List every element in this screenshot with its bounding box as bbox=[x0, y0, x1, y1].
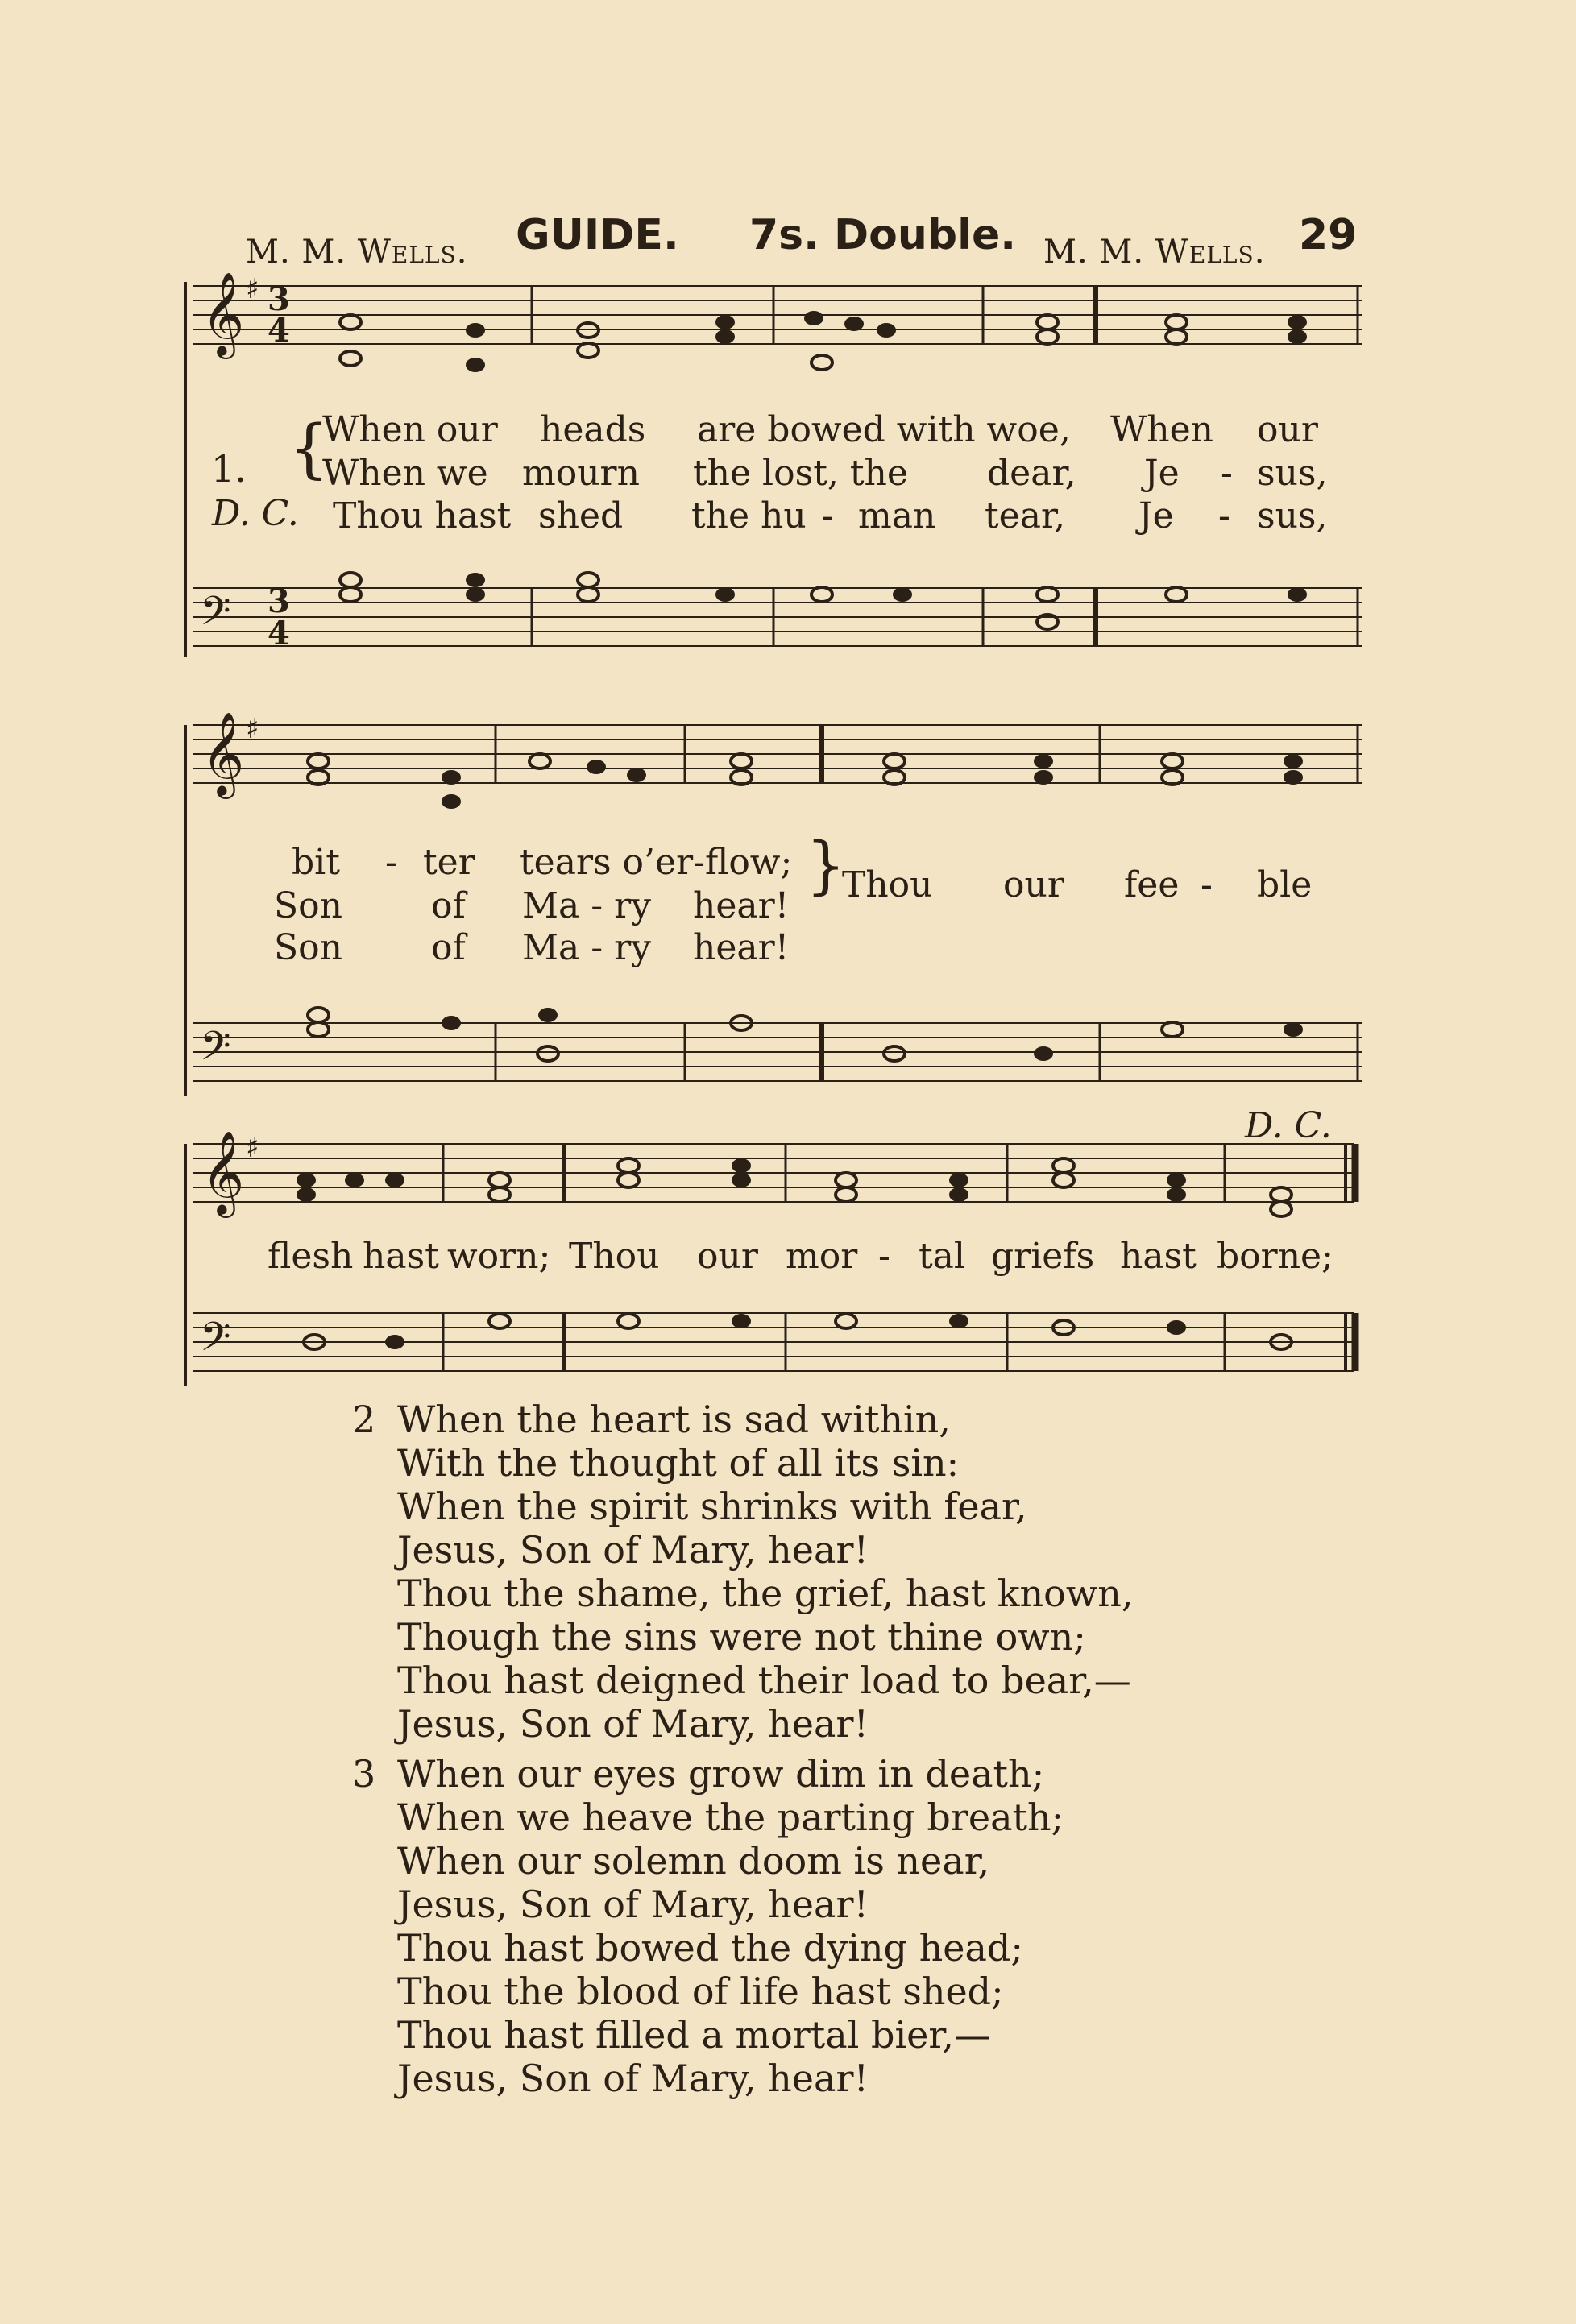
sharp-icon-2: ♯ bbox=[246, 713, 259, 745]
lyric-3-3: the hu bbox=[691, 495, 807, 536]
lyric-3-8: - bbox=[1218, 495, 1230, 536]
lyric-1-1: When our bbox=[322, 409, 498, 450]
verse-2-line-6: Though the sins were not thine own; bbox=[397, 1615, 1086, 1659]
lyric-s2-3-1: Son bbox=[274, 927, 342, 968]
lyric-3-7: Je bbox=[1138, 495, 1174, 536]
treble-clef-icon: 𝄞 bbox=[201, 271, 245, 356]
lyric-2-6: - bbox=[1221, 453, 1233, 494]
lyric-s2-1-9: ble bbox=[1257, 864, 1313, 905]
hymn-meter: 7s. Double. bbox=[749, 211, 1016, 259]
lyric-2-5: Je bbox=[1144, 453, 1180, 494]
verse-2-line-5: Thou the shame, the grief, hast known, bbox=[397, 1572, 1134, 1615]
treble-clef-icon-3: 𝄞 bbox=[201, 1130, 245, 1215]
brace-2: } bbox=[806, 830, 846, 902]
verse-2-line-8: Jesus, Son of Mary, hear! bbox=[397, 1702, 869, 1746]
lyric-s3-9: griefs bbox=[991, 1236, 1095, 1277]
bass-time-sig-bottom: 4 bbox=[268, 615, 290, 652]
lyric-s3-7: - bbox=[878, 1236, 890, 1277]
lyric-s3-4: Thou bbox=[569, 1236, 660, 1277]
lyric-s2-1-1: bit bbox=[292, 842, 340, 883]
page-number: 29 bbox=[1299, 211, 1358, 259]
verse-3-line-7: Thou hast filled a mortal bier,— bbox=[397, 2013, 991, 2057]
composer-left: M. M. Wells. bbox=[246, 234, 468, 271]
verse-3-line-5: Thou hast bowed the dying head; bbox=[397, 1926, 1023, 1970]
verse-2-number: 2 bbox=[352, 1398, 376, 1441]
lyric-s2-3-4: hear! bbox=[693, 927, 790, 968]
bass-time-sig-top: 3 bbox=[268, 582, 290, 620]
lyric-s3-3: worn; bbox=[447, 1236, 551, 1277]
lyric-s2-1-5: Thou bbox=[842, 864, 933, 905]
lyric-3-2: shed bbox=[538, 495, 624, 536]
verse-3-number: 3 bbox=[352, 1752, 376, 1796]
verse-2-line-3: When the spirit shrinks with fear, bbox=[397, 1485, 1027, 1528]
verse-2-line-7: Thou hast deigned their load to bear,— bbox=[397, 1659, 1131, 1702]
stanza-number: 1. bbox=[211, 447, 247, 491]
lyric-1-3: are bowed with woe, bbox=[697, 409, 1071, 450]
lyric-s2-1-7: fee bbox=[1124, 864, 1180, 905]
time-sig-top: 3 bbox=[268, 280, 290, 318]
lyric-2-1: When we bbox=[322, 453, 488, 494]
lyric-1-2: heads bbox=[540, 409, 646, 450]
lyric-s3-5: our bbox=[697, 1236, 758, 1277]
verse-3-line-8: Jesus, Son of Mary, hear! bbox=[397, 2057, 869, 2100]
lyric-2-7: sus, bbox=[1257, 453, 1328, 494]
lyric-s2-1-4: tears o’er-flow; bbox=[520, 842, 793, 883]
lyric-3-9: sus, bbox=[1257, 495, 1328, 536]
treble-clef-icon-2: 𝄞 bbox=[201, 711, 245, 796]
lyric-s2-1-6: our bbox=[1003, 864, 1064, 905]
bass-clef-icon-2: 𝄢 bbox=[200, 1023, 231, 1079]
time-sig-bottom: 4 bbox=[268, 312, 290, 350]
lyric-s3-1: flesh bbox=[268, 1236, 354, 1277]
sharp-icon: ♯ bbox=[246, 273, 259, 305]
lyric-s3-11: borne; bbox=[1217, 1236, 1333, 1277]
lyric-3-1: Thou hast bbox=[333, 495, 512, 536]
lyric-2-2: mourn bbox=[522, 453, 640, 494]
lyric-s3-8: tal bbox=[919, 1236, 965, 1277]
lyric-s3-2: hast bbox=[363, 1236, 439, 1277]
verse-2-line-1: When the heart is sad within, bbox=[397, 1398, 951, 1441]
verse-3-line-6: Thou the blood of life hast shed; bbox=[397, 1970, 1004, 2013]
bass-clef-icon-3: 𝄢 bbox=[200, 1314, 231, 1370]
composer-right: M. M. Wells. bbox=[1043, 234, 1266, 271]
lyric-s2-3-2: of bbox=[431, 927, 466, 968]
lyric-s3-6: mor bbox=[786, 1236, 858, 1277]
brace: { bbox=[288, 411, 330, 486]
bass-clef-icon: 𝄢 bbox=[200, 588, 231, 644]
dc-mark-lyrics: D. C. bbox=[212, 493, 299, 534]
lyric-1-5: our bbox=[1257, 409, 1318, 450]
lyric-3-6: tear, bbox=[985, 495, 1066, 536]
dc-end-mark: D. C. bbox=[1245, 1105, 1332, 1146]
lyric-s2-2-1: Son bbox=[274, 885, 342, 926]
lyric-1-4: When bbox=[1110, 409, 1213, 450]
lyric-s2-1-2: - bbox=[385, 842, 397, 883]
verse-3-line-2: When we heave the parting breath; bbox=[397, 1796, 1064, 1839]
lyric-3-5: man bbox=[858, 495, 936, 536]
verse-3-line-3: When our solemn doom is near, bbox=[397, 1839, 990, 1883]
lyric-s2-1-3: ter bbox=[423, 842, 475, 883]
verse-2-line-4: Jesus, Son of Mary, hear! bbox=[397, 1528, 869, 1572]
verse-3-line-4: Jesus, Son of Mary, hear! bbox=[397, 1883, 869, 1926]
system-3-score bbox=[177, 1128, 1386, 1394]
lyric-s2-2-4: hear! bbox=[693, 885, 790, 926]
sharp-icon-3: ♯ bbox=[246, 1132, 259, 1164]
lyric-2-3: the lost, the bbox=[693, 453, 908, 494]
lyric-s2-2-3: Ma - ry bbox=[522, 885, 652, 926]
lyric-s2-2-2: of bbox=[431, 885, 466, 926]
verse-3-line-1: When our eyes grow dim in death; bbox=[397, 1752, 1045, 1796]
lyric-3-4: - bbox=[822, 495, 834, 536]
lyric-s2-1-8: - bbox=[1201, 864, 1213, 905]
verse-2-line-2: With the thought of all its sin: bbox=[397, 1441, 960, 1485]
lyric-s3-10: hast bbox=[1120, 1236, 1197, 1277]
hymn-title: GUIDE. bbox=[516, 211, 679, 259]
lyric-s2-3-3: Ma - ry bbox=[522, 927, 652, 968]
lyric-2-4: dear, bbox=[987, 453, 1076, 494]
